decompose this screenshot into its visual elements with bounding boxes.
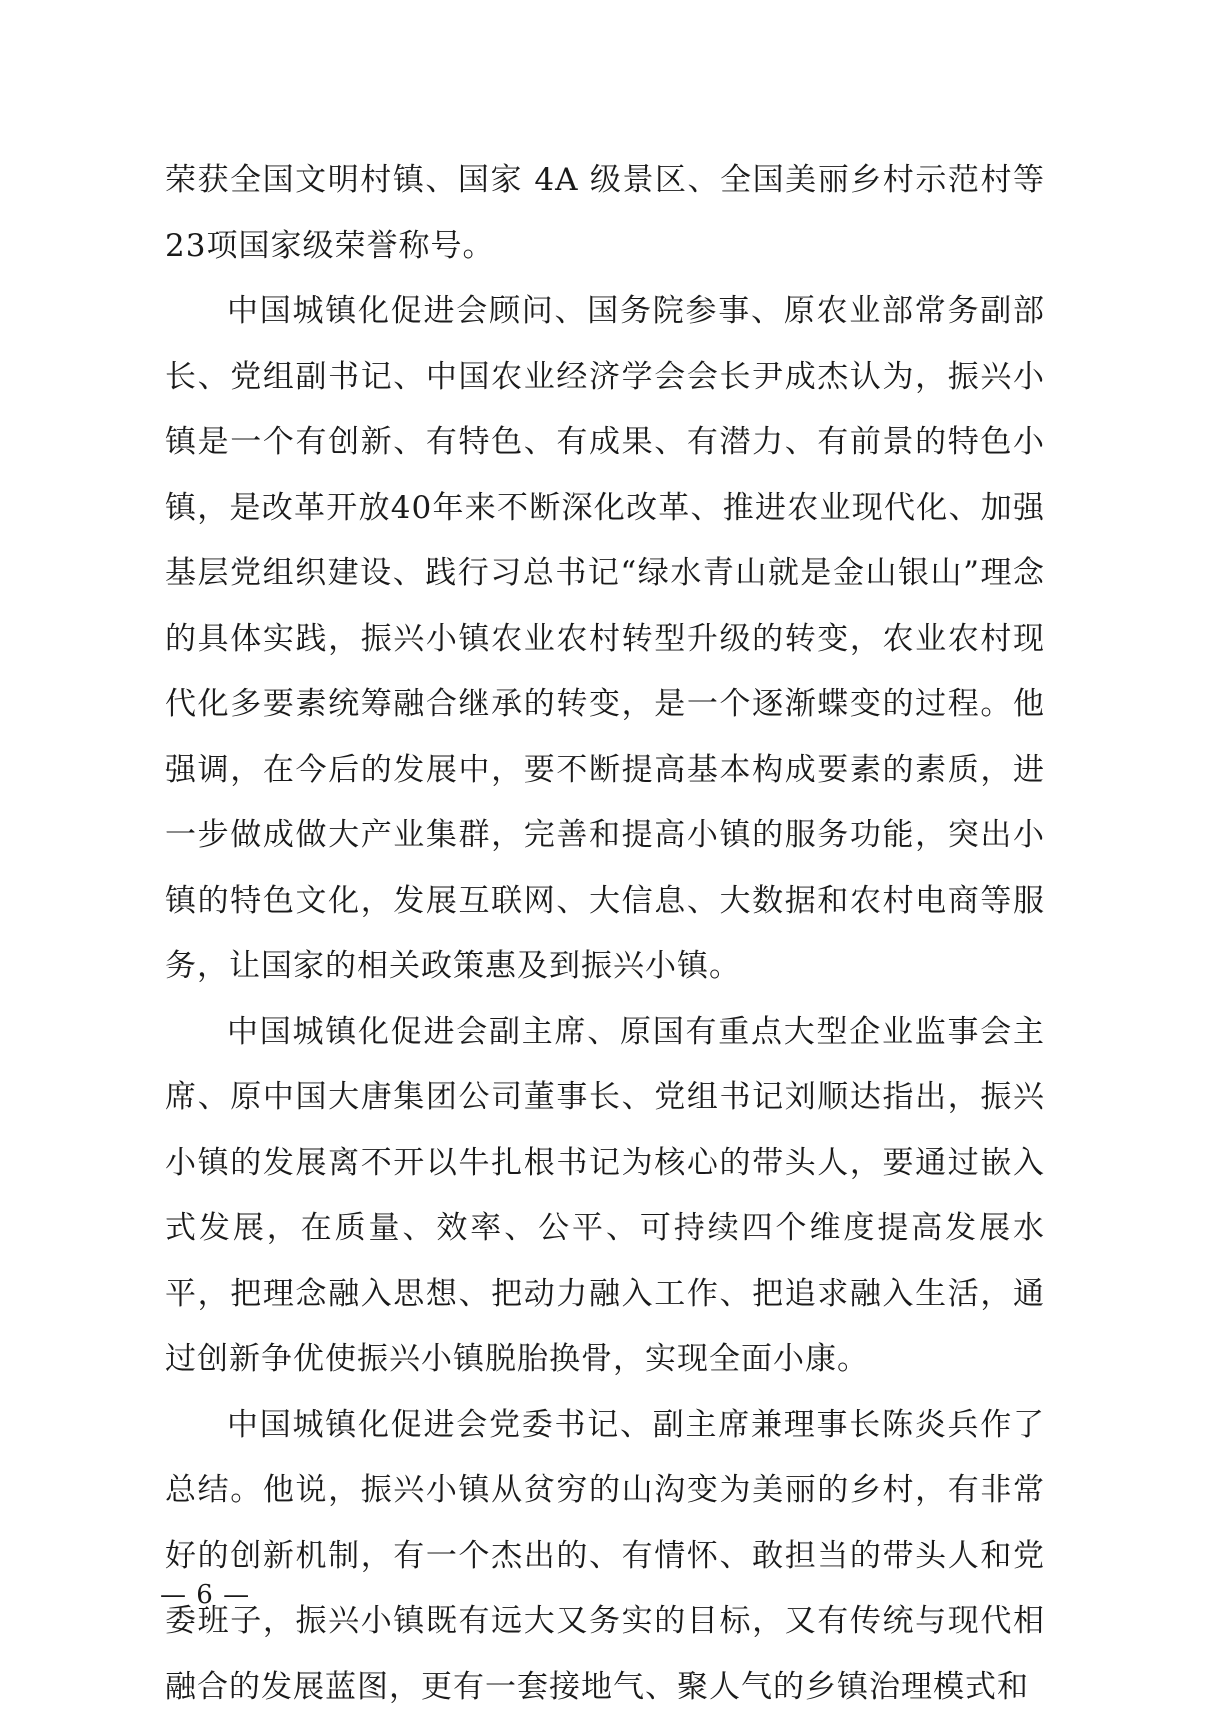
paragraph-liu-shunda: 中国城镇化促进会副主席、原国有重点大型企业监事会主席、原中国大唐集团公司董事长、党组书记刘顺达指出，振兴小镇的发展离不开以牛扎根书记为核心的带头人，要通过嵌入式发展，在质量、效率、公平、可持续四个维度提高发展水平，把理念融入思想、把动力融入工作、把追求融入生活，通过创新争优使振兴小镇脱胎换骨，实现全面小康。 <box>165 1000 1045 1393</box>
paragraph-chen-yanbing: 中国城镇化促进会党委书记、副主席兼理事长陈炎兵作了总结。他说，振兴小镇从贫穷的山沟变为美丽的乡村，有非常好的创新机制，有一个杰出的、有情怀、敢担当的带头人和党委班子，振兴小镇既有远大又务实的目标，又有传统与现代相融合的发展蓝图，更有一套接地气、聚人气的乡镇治理模式和 <box>165 1393 1045 1720</box>
page-number: — 6 — <box>160 1580 250 1610</box>
body-text <box>165 148 1045 1720</box>
paragraph-continuation: 荣获全国文明村镇、国家 4A 级景区、全国美丽乡村示范村等23项国家级荣誉称号。 <box>165 148 1045 279</box>
paragraph-yin-chengjie: 中国城镇化促进会顾问、国务院参事、原农业部常务副部长、党组副书记、中国农业经济学会会长尹成杰认为，振兴小镇是一个有创新、有特色、有成果、有潜力、有前景的特色小镇，是改革开放40年来不断深化改革、推进农业现代化、加强基层党组织建设、践行习总书记“绿水青山就是金山银山”理念的具体实践，振兴小镇农业农村转型升级的转变，农业农村现代化多要素统筹融合继承的转变，是一个逐渐蝶变的过程。他强调，在今后的发展中，要不断提高基本构成要素的素质，进一步做成做大产业集群，完善和提高小镇的服务功能，突出小镇的特色文化，发展互联网、大信息、大数据和农村电商等服务，让国家的相关政策惠及到振兴小镇。 <box>165 279 1045 1000</box>
